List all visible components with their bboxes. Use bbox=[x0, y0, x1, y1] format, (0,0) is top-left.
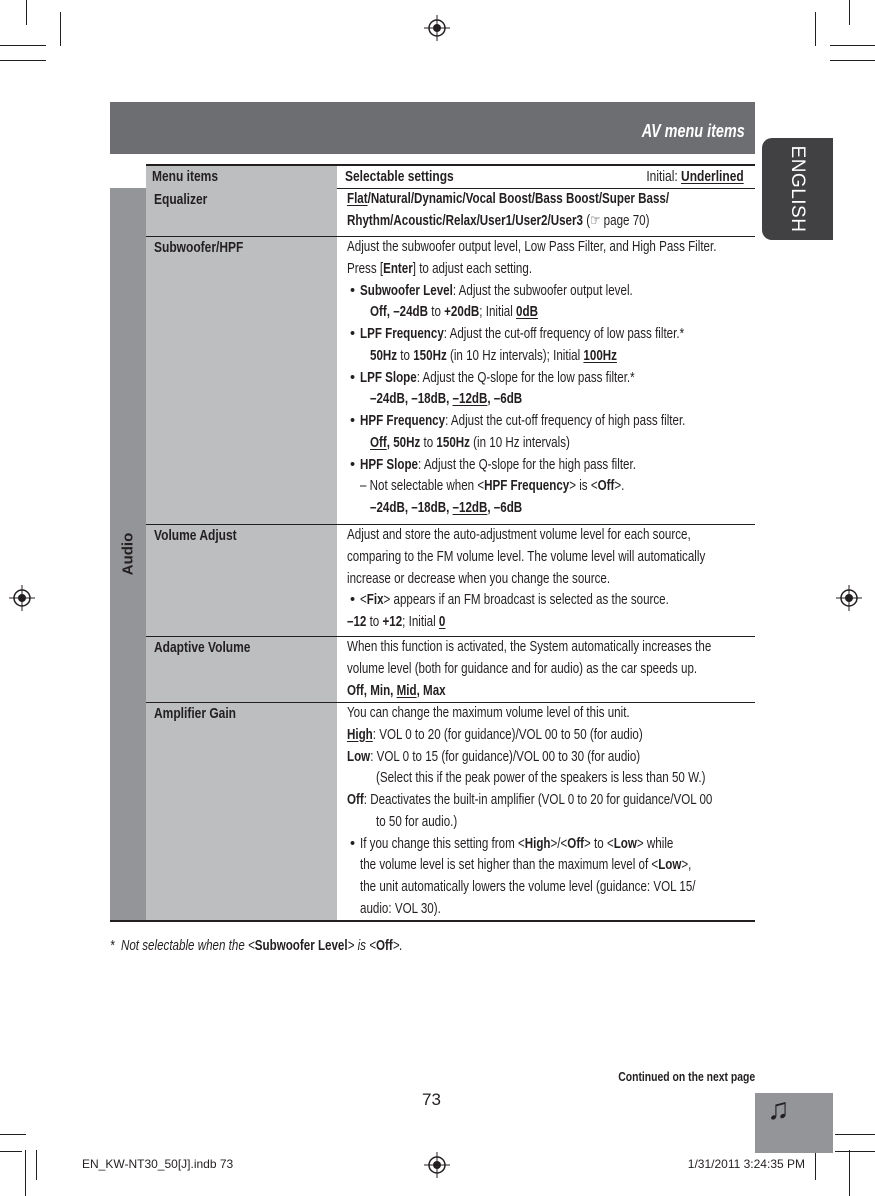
text: audio: VOL 30). bbox=[360, 900, 441, 917]
text: to bbox=[366, 614, 383, 630]
description-line bbox=[347, 747, 752, 769]
text: (in 10 Hz intervals); Initial bbox=[446, 347, 584, 364]
text: > appears if an FM broadcast is selected as the source. bbox=[383, 592, 669, 609]
text: : Adjust the cut-off frequency of high pass filter. bbox=[445, 413, 686, 429]
text: to bbox=[397, 347, 414, 364]
text: ; Initial bbox=[479, 304, 517, 321]
menu-item-name: Amplifier Gain bbox=[154, 705, 237, 722]
initial-value: Flat bbox=[347, 191, 368, 207]
option-text: /Natural/Dynamic/Vocal Boost/Bass Boost/Super Bass/ bbox=[367, 191, 670, 207]
crop-mark bbox=[830, 45, 875, 46]
menu-item bbox=[154, 237, 266, 259]
description-line bbox=[347, 590, 752, 612]
description-line bbox=[347, 659, 752, 681]
option-text: Fix bbox=[366, 592, 384, 609]
text: (in 10 Hz intervals) bbox=[469, 434, 570, 451]
option-text: Off bbox=[597, 478, 615, 495]
option-text: Off, Min, bbox=[347, 682, 397, 699]
text: > is < bbox=[569, 478, 598, 495]
text: to 50 for audio.) bbox=[376, 813, 458, 830]
menu-item-name: Equalizer bbox=[154, 191, 208, 208]
description-line bbox=[347, 790, 752, 812]
crop-mark bbox=[849, 0, 850, 25]
text: > while bbox=[636, 835, 674, 852]
crop-mark bbox=[830, 60, 875, 61]
footnote bbox=[110, 935, 476, 957]
option-text: HPF Frequency bbox=[360, 413, 446, 429]
text: : Adjust the Q-slope for the high pass filter. bbox=[418, 456, 636, 473]
footnote-text: > is < bbox=[347, 938, 376, 954]
crop-mark bbox=[36, 1150, 37, 1180]
option-text: Off bbox=[347, 792, 364, 808]
option-text: 50Hz bbox=[370, 347, 398, 364]
text: You can change the maximum volume level of this unit. bbox=[347, 705, 630, 721]
menu-item-name: Subwoofer/HPF bbox=[154, 239, 244, 256]
crop-mark bbox=[26, 0, 27, 25]
description-line bbox=[347, 637, 752, 659]
setting-description bbox=[347, 189, 752, 233]
option-text: , 50Hz bbox=[386, 434, 421, 451]
text: volume level (both for guidance and for audio) as the car speeds up. bbox=[347, 660, 698, 677]
description-line bbox=[347, 498, 752, 520]
option-text: –12 bbox=[347, 614, 367, 630]
table-row bbox=[146, 188, 755, 236]
option-text: , –6dB bbox=[487, 500, 523, 516]
crop-mark bbox=[60, 12, 61, 46]
text: < bbox=[360, 592, 367, 609]
description-line bbox=[347, 725, 752, 747]
description-line bbox=[347, 569, 752, 591]
text: ] to adjust each setting. bbox=[412, 260, 533, 277]
menu-item bbox=[154, 525, 257, 547]
crop-mark bbox=[0, 1151, 22, 1152]
option-text: Off, –24dB bbox=[370, 304, 429, 321]
crop-mark bbox=[0, 1134, 26, 1135]
text: increase or decrease when you change the source. bbox=[347, 570, 611, 587]
menu-item bbox=[154, 189, 221, 211]
option-text: HPF Slope bbox=[360, 456, 419, 473]
crop-mark bbox=[835, 1151, 875, 1152]
description-line bbox=[347, 768, 752, 790]
slug-filename: EN_KW-NT30_50[J].indb 73 bbox=[82, 1157, 234, 1171]
text: the volume level is set higher than the maximum level of < bbox=[360, 857, 659, 874]
text: Adjust and store the auto-adjustment volume level for each source, bbox=[347, 527, 691, 543]
crop-mark bbox=[815, 12, 816, 46]
text: to bbox=[428, 304, 445, 321]
text: the unit automatically lowers the volume level (guidance: VOL 15/ bbox=[360, 879, 696, 895]
text: : VOL 0 to 15 (for guidance)/VOL 00 to 30 (for audio) bbox=[370, 748, 641, 765]
description-line bbox=[347, 211, 752, 233]
option-text: Subwoofer Level bbox=[360, 282, 453, 299]
option-text: Low bbox=[613, 835, 637, 852]
option-text: HPF Frequency bbox=[484, 478, 570, 495]
table-row bbox=[146, 524, 755, 636]
section-title bbox=[616, 121, 745, 142]
column-header-selectable-settings: Selectable settings bbox=[345, 168, 454, 185]
option-text: Low bbox=[658, 857, 682, 874]
footnote-bold: Subwoofer Level bbox=[254, 938, 348, 954]
section-tab-music bbox=[755, 1093, 833, 1153]
text: (Select this if the peak power of the speakers is less than 50 W.) bbox=[376, 770, 706, 787]
description-line bbox=[347, 476, 752, 498]
table-row bbox=[146, 702, 755, 921]
column-header-menu-items: Menu items bbox=[152, 168, 219, 185]
bullet-icon: • bbox=[350, 326, 356, 342]
text: Press [ bbox=[347, 260, 384, 277]
initial-label: Initial: bbox=[646, 168, 682, 185]
description-line bbox=[347, 855, 752, 877]
initial-value: 0 bbox=[438, 614, 446, 630]
option-text: +12 bbox=[382, 614, 403, 630]
text: When this function is activated, the System automatically increases the bbox=[347, 639, 712, 655]
description-line bbox=[347, 681, 752, 703]
text: Adjust the subwoofer output level, Low Pass Filter, and High Pass Filter. bbox=[347, 239, 717, 255]
bullet-icon: • bbox=[350, 592, 356, 609]
description-line bbox=[347, 812, 752, 834]
text: >/< bbox=[550, 835, 568, 852]
initial-value: 100Hz bbox=[583, 347, 617, 364]
initial-legend bbox=[622, 166, 744, 188]
option-text: LPF Frequency bbox=[360, 326, 444, 342]
option-text: 150Hz bbox=[413, 347, 447, 364]
option-text: High bbox=[524, 835, 551, 852]
text: : Adjust the cut-off frequency of low pass filter.* bbox=[443, 326, 685, 342]
section-title-text: AV menu items bbox=[642, 121, 745, 141]
initial-value: –12dB bbox=[452, 500, 488, 516]
crop-mark bbox=[25, 1150, 26, 1196]
option-text: Enter bbox=[383, 260, 413, 277]
menu-item bbox=[154, 637, 275, 659]
text: If you change this setting from < bbox=[360, 835, 525, 852]
initial-value: Mid bbox=[396, 682, 417, 699]
text: comparing to the FM volume level. The volume level will automatically bbox=[347, 548, 706, 565]
option-text: , Max bbox=[416, 682, 446, 699]
crop-mark bbox=[835, 1134, 875, 1135]
description-line bbox=[347, 455, 752, 477]
setting-description bbox=[347, 237, 752, 520]
option-text: +20dB bbox=[444, 304, 480, 321]
text: : Adjust the subwoofer output level. bbox=[452, 282, 633, 299]
crop-mark bbox=[0, 60, 46, 61]
language-tab-label: ENGLISH bbox=[787, 145, 808, 233]
text: to bbox=[420, 434, 437, 451]
description-line bbox=[347, 368, 752, 390]
bullet-icon: • bbox=[350, 413, 356, 429]
initial-value: 0dB bbox=[516, 304, 538, 321]
continued-note: Continued on the next page bbox=[618, 1069, 755, 1084]
crop-mark bbox=[849, 1150, 850, 1196]
section-header-bar bbox=[110, 102, 755, 154]
text: > to < bbox=[584, 835, 614, 852]
footnote-text: >. bbox=[392, 938, 403, 954]
bullet-icon: • bbox=[350, 282, 356, 299]
registration-mark-icon bbox=[424, 15, 450, 41]
text: – Not selectable when < bbox=[360, 478, 485, 495]
description-line bbox=[347, 324, 752, 346]
table-row bbox=[146, 236, 755, 524]
registration-mark-icon bbox=[424, 1152, 450, 1178]
bullet-icon: • bbox=[350, 456, 356, 473]
text: >. bbox=[614, 478, 625, 495]
category-label: Audio bbox=[119, 532, 137, 576]
setting-description bbox=[347, 637, 752, 702]
text: : Adjust the Q-slope for the low pass filter.* bbox=[416, 369, 635, 386]
setting-description bbox=[347, 525, 752, 634]
description-line bbox=[347, 281, 752, 303]
description-line bbox=[347, 547, 752, 569]
table-bottom-rule bbox=[110, 920, 755, 922]
description-line bbox=[347, 703, 752, 725]
initial-value: –12dB bbox=[452, 391, 488, 408]
description-line bbox=[347, 834, 752, 856]
footnote-bold: Off bbox=[375, 938, 393, 954]
slug-timestamp: 1/31/2011 3:24:35 PM bbox=[687, 1157, 805, 1171]
option-text: Off bbox=[567, 835, 585, 852]
setting-description bbox=[347, 703, 752, 921]
crop-mark bbox=[815, 1150, 816, 1180]
option-text: Rhythm/Acoustic/Relax/User1/User2/User3 bbox=[347, 212, 583, 229]
category-audio bbox=[110, 188, 146, 921]
description-line bbox=[347, 612, 752, 634]
footnote-text: Not selectable when the < bbox=[120, 938, 255, 954]
description-line bbox=[347, 259, 752, 281]
option-text: LPF Slope bbox=[360, 369, 417, 386]
registration-mark-icon bbox=[9, 585, 35, 611]
language-tab bbox=[762, 138, 833, 240]
text: : VOL 0 to 20 (for guidance)/VOL 00 to 50 (for audio) bbox=[372, 726, 643, 743]
option-text: , –6dB bbox=[487, 391, 523, 408]
menu-item-name: Adaptive Volume bbox=[154, 639, 251, 656]
crop-mark bbox=[0, 45, 46, 46]
description-line bbox=[347, 389, 752, 411]
text: (☞ page 70) bbox=[582, 212, 650, 229]
table-row bbox=[146, 636, 755, 702]
description-line bbox=[347, 189, 752, 211]
registration-mark-icon bbox=[836, 585, 862, 611]
text: : Deactivates the built-in amplifier (VOL 0 to 20 for guidance/VOL 00 bbox=[363, 792, 713, 808]
option-text: Low bbox=[347, 748, 371, 765]
text: ; Initial bbox=[402, 614, 439, 630]
menu-item bbox=[154, 703, 257, 725]
description-line bbox=[347, 433, 752, 455]
description-line bbox=[347, 877, 752, 899]
text: >, bbox=[681, 857, 692, 874]
description-line bbox=[347, 525, 752, 547]
menu-item-name: Volume Adjust bbox=[154, 527, 237, 544]
description-line bbox=[347, 302, 752, 324]
description-line bbox=[347, 411, 752, 433]
initial-value: Underlined bbox=[681, 168, 744, 185]
option-text: 150Hz bbox=[436, 434, 470, 451]
initial-value: High bbox=[347, 726, 373, 743]
option-text: –24dB, –18dB, bbox=[370, 500, 453, 516]
initial-value: Off bbox=[370, 434, 387, 451]
description-line bbox=[347, 237, 752, 259]
footnote-mark: * bbox=[110, 938, 115, 954]
description-line bbox=[347, 346, 752, 368]
description-line bbox=[347, 899, 752, 921]
page-number: 73 bbox=[422, 1090, 441, 1109]
music-notes-icon: ♫ bbox=[767, 1093, 790, 1126]
bullet-icon: • bbox=[350, 835, 356, 852]
bullet-icon: • bbox=[350, 369, 356, 386]
option-text: –24dB, –18dB, bbox=[370, 391, 453, 408]
